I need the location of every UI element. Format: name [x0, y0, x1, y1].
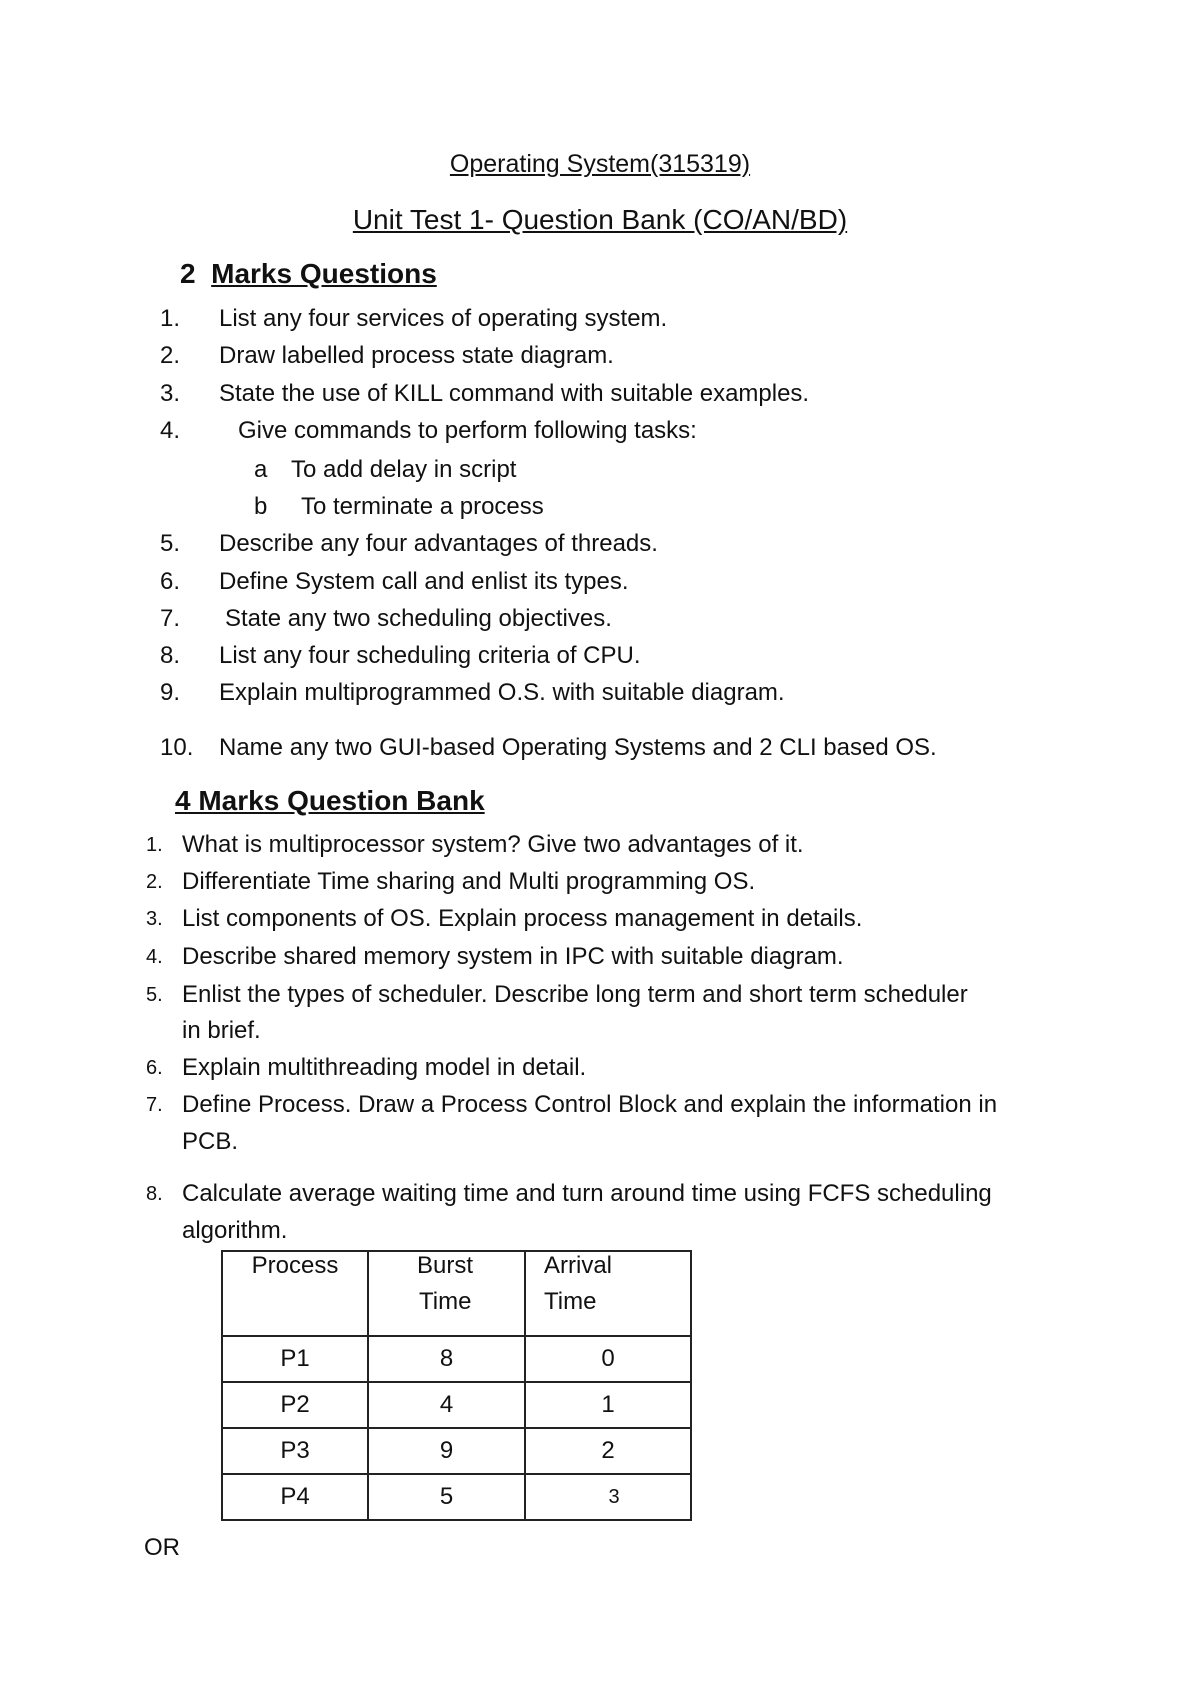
question-number: 6. — [160, 568, 181, 595]
question-text: Describe shared memory system in IPC with suitable diagram. — [182, 943, 844, 970]
question-text: Explain multiprogrammed O.S. with suitable diagram. — [219, 679, 785, 706]
question-number: 1. — [146, 834, 163, 856]
section-number: 2 — [180, 258, 196, 289]
question-number: 1. — [160, 305, 181, 332]
question-number: 2. — [146, 871, 163, 893]
table-row — [222, 1428, 691, 1474]
question-text: Give commands to perform following tasks: — [238, 417, 697, 444]
document-subtitle: Unit Test 1- Question Bank (CO/AN/BD) — [352, 204, 848, 235]
table-row — [222, 1474, 691, 1520]
table-cell: 3 — [525, 1474, 691, 1520]
process-table — [221, 1250, 692, 1521]
table-row — [222, 1382, 691, 1428]
table-cell: 1 — [525, 1382, 691, 1428]
subitem-text: To add delay in script — [291, 456, 517, 483]
question-text-line2: in brief. — [182, 1017, 261, 1044]
question-text-line2: PCB. — [182, 1128, 239, 1155]
subitem-text: To terminate a process — [301, 493, 544, 520]
question-number: 3. — [146, 908, 163, 930]
question-text-line2: algorithm. — [182, 1217, 288, 1244]
table-cell: P2 — [222, 1382, 368, 1428]
section-four-marks-heading: 4 Marks Question Bank — [175, 785, 485, 816]
table-cell: 9 — [368, 1428, 525, 1474]
table-header-cell: Arrival Time — [525, 1251, 691, 1336]
section-title: Marks Questions — [211, 258, 437, 289]
question-text-line1: Enlist the types of scheduler. Describe long term and short term scheduler — [182, 981, 968, 1008]
question-number: 3. — [160, 380, 181, 407]
subitem-letter: b — [254, 493, 268, 520]
table-cell: 2 — [525, 1428, 691, 1474]
section-two-marks-heading — [180, 258, 437, 290]
question-text: Define System call and enlist its types. — [219, 568, 629, 595]
table-header-cell: Burst Time — [368, 1251, 525, 1336]
table-cell: 5 — [368, 1474, 525, 1520]
question-text: Draw labelled process state diagram. — [219, 342, 614, 369]
table-row — [222, 1336, 691, 1382]
table-cell: P1 — [222, 1336, 368, 1382]
footer-or: OR — [144, 1534, 180, 1561]
question-number: 10. — [160, 734, 194, 761]
table-cell: P4 — [222, 1474, 368, 1520]
table-cell: P3 — [222, 1428, 368, 1474]
question-text-line1: Calculate average waiting time and turn around time using FCFS scheduling — [182, 1180, 992, 1207]
question-number: 8. — [146, 1183, 163, 1205]
question-text: Name any two GUI-based Operating Systems and 2 CLI based OS. — [219, 734, 937, 761]
question-text: State the use of KILL command with suitable examples. — [219, 380, 810, 407]
question-text: What is multiprocessor system? Give two advantages of it. — [182, 831, 804, 858]
question-number: 4. — [160, 417, 181, 444]
question-text: List any four services of operating system. — [219, 305, 668, 332]
question-number: 2. — [160, 342, 181, 369]
table-header-cell: Process — [222, 1251, 368, 1336]
question-text: Describe any four advantages of threads. — [219, 530, 658, 557]
table-cell: 0 — [525, 1336, 691, 1382]
question-text: State any two scheduling objectives. — [225, 605, 612, 632]
question-text-line1: Define Process. Draw a Process Control Block and explain the information in — [182, 1091, 998, 1118]
question-text: Differentiate Time sharing and Multi programming OS. — [182, 868, 756, 895]
question-text: List components of OS. Explain process management in details. — [182, 905, 863, 932]
question-number: 5. — [146, 984, 163, 1006]
subitem-letter: a — [254, 456, 268, 483]
question-number: 8. — [160, 642, 181, 669]
question-number: 6. — [146, 1057, 163, 1079]
table-cell: 8 — [368, 1336, 525, 1382]
question-number: 7. — [160, 605, 181, 632]
question-number: 5. — [160, 530, 181, 557]
question-number: 9. — [160, 679, 181, 706]
question-text: Explain multithreading model in detail. — [182, 1054, 587, 1081]
table-header-row — [222, 1251, 691, 1336]
document-title: Operating System(315319) — [449, 150, 751, 178]
table-cell: 4 — [368, 1382, 525, 1428]
question-number: 4. — [146, 946, 163, 968]
question-number: 7. — [146, 1094, 163, 1116]
question-text: List any four scheduling criteria of CPU. — [219, 642, 641, 669]
